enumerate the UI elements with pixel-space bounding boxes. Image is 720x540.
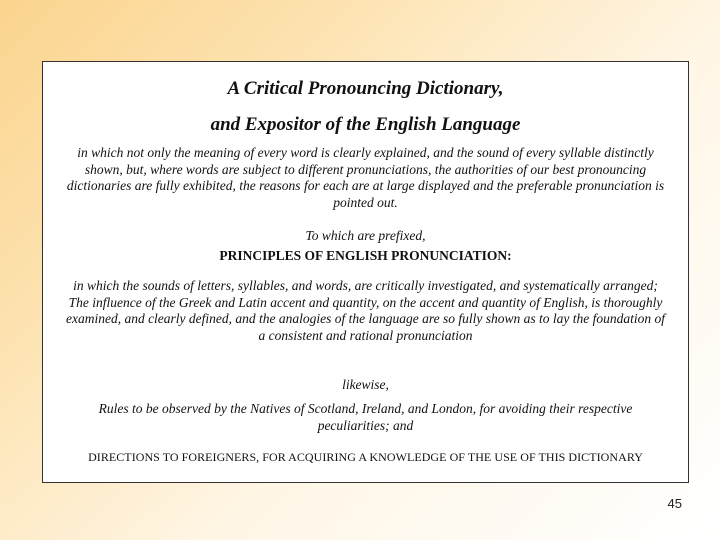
- page-number: 45: [667, 496, 682, 511]
- prefixed-line: To which are prefixed,: [305, 228, 426, 243]
- directions-line: DIRECTIONS TO FOREIGNERS, FOR ACQUIRING A KNOWLEDGE OF THE USE OF THIS DICTIONARY: [88, 450, 643, 464]
- document-image: [42, 61, 689, 483]
- principles-heading: PRINCIPLES OF ENGLISH PRONUNCIATION:: [219, 248, 512, 263]
- likewise-line: likewise,: [342, 377, 389, 392]
- title-line-1: A Critical Pronouncing Dictionary,: [227, 78, 504, 99]
- description-paragraph: in which not only the meaning of every word is clearly explained, and the sound of every syllable distinctly shown, but, where words are subject to different pronunciations, the authorities of our best pronouncing dictionaries are fully exhibited, the reasons for each are at large displayed and the preferable pronunciation is pointed out.: [66, 145, 665, 210]
- rules-paragraph: Rules to be observed by the Natives of Scotland, Ireland, and London, for avoiding their respective peculiarities; and: [98, 401, 633, 433]
- principles-paragraph: in which the sounds of letters, syllables, and words, are critically investigated, and systematically arranged; The influence of the Greek and Latin accent and quantity, on the accent and quantity of English, is thoroughly examined, and clearly defined, and the analogies of the language are so fully shown as to lay the foundation of a consistent and rational pronunciation: [65, 278, 666, 343]
- title-line-2: and Expositor of the English Language: [210, 114, 521, 135]
